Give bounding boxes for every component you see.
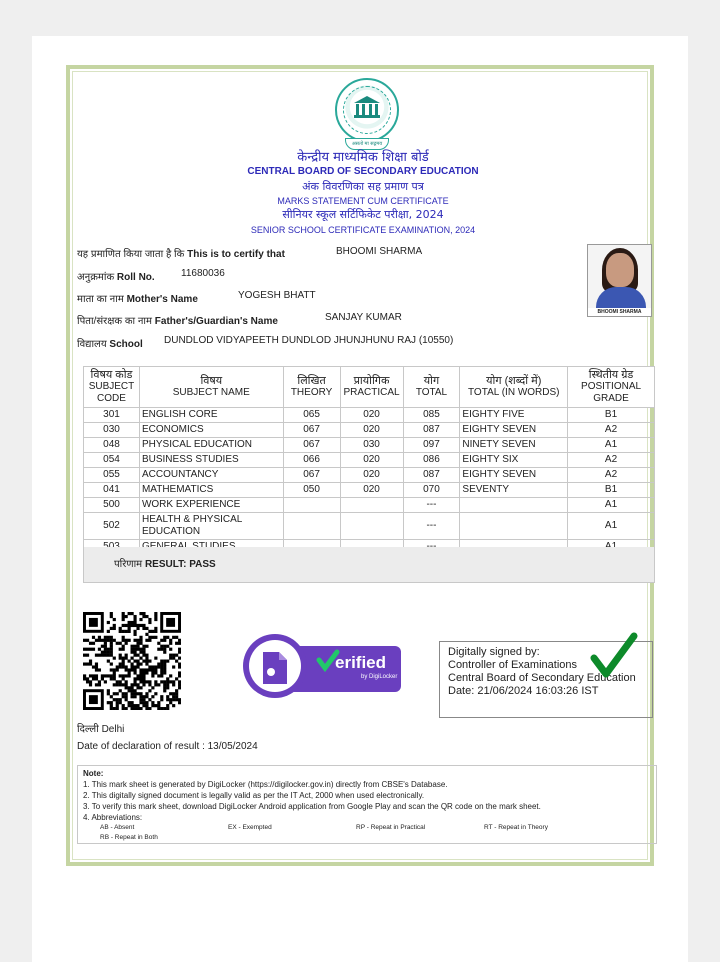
- table-row: [84, 453, 655, 468]
- cell-total: 087: [403, 423, 460, 438]
- cell-code: 041: [84, 483, 140, 498]
- column-header-hi: स्थितीय ग्रेड: [588, 369, 634, 381]
- cell-practical: 020: [340, 468, 403, 483]
- cell-grade: B1: [568, 483, 655, 498]
- checkmark-icon: [590, 632, 638, 680]
- cell-grade: B1: [568, 408, 655, 423]
- result-value: RESULT: PASS: [144, 559, 216, 570]
- column-header-en1: TOTAL: [415, 387, 448, 398]
- table-row: [84, 513, 655, 540]
- cell-name: ENGLISH CORE: [139, 408, 283, 423]
- school-name: DUNDLOD VIDYAPEETH DUNDLOD JHUNJHUNU RAJ (10550): [164, 335, 454, 346]
- cell-name: WORK EXPERIENCE: [139, 498, 283, 513]
- cbse-logo: [335, 78, 399, 147]
- cell-grade: A2: [568, 423, 655, 438]
- mother-label-hindi: माता का नाम: [77, 294, 124, 305]
- cell-practical: 020: [340, 453, 403, 468]
- signature-line-3: Central Board of Secondary Education: [448, 672, 636, 684]
- mother-label-english: Mother's Name: [126, 294, 198, 305]
- certificate-title-hindi: अंक विवरणिका सह प्रमाण पत्र: [302, 180, 424, 193]
- marks-table-body: [84, 408, 655, 555]
- column-header-en1: SUBJECT NAME: [172, 387, 250, 398]
- cell-code: 502: [84, 513, 140, 540]
- cell-theory: 065: [283, 408, 340, 423]
- certify-label-english: This is to certify that: [187, 249, 285, 260]
- cell-name: BUSINESS STUDIES: [139, 453, 283, 468]
- cell-words: EIGHTY SEVEN: [460, 423, 568, 438]
- note-item-1: 1. This mark sheet is generated by DigiLocker (https://digilocker.gov.in) directly from CBSE's Database.: [83, 780, 448, 789]
- cell-total: 086: [403, 453, 460, 468]
- cell-code: 054: [84, 453, 140, 468]
- mother-name: YOGESH BHATT: [238, 290, 316, 301]
- cell-name: ECONOMICS: [139, 423, 283, 438]
- place-hindi: दिल्ली: [77, 724, 99, 735]
- cell-name: HEALTH & PHYSICAL EDUCATION: [139, 513, 283, 540]
- abbr-repeat-practical: RP - Repeat in Practical: [356, 824, 426, 831]
- table-header-row: [84, 367, 655, 408]
- table-row: [84, 483, 655, 498]
- note-item-4: 4. Abbreviations:: [83, 813, 143, 822]
- cell-total: 070: [403, 483, 460, 498]
- certificate-frame: [66, 65, 654, 866]
- cell-total: ---: [403, 498, 460, 513]
- place-english: Delhi: [101, 724, 125, 735]
- cell-theory: 050: [283, 483, 340, 498]
- photo-caption: BHOOMI SHARMA: [588, 308, 651, 316]
- roll-label-english: Roll No.: [116, 272, 155, 283]
- result-box: [83, 547, 655, 583]
- cell-total: 085: [403, 408, 460, 423]
- cell-theory: 067: [283, 468, 340, 483]
- column-header-en2: GRADE: [593, 393, 629, 404]
- cell-code: 048: [84, 438, 140, 453]
- column-header-hi: लिखित: [297, 375, 326, 387]
- roll-row: [77, 269, 155, 283]
- cell-name: MATHEMATICS: [139, 483, 283, 498]
- school-label-hindi: विद्यालय: [77, 339, 107, 350]
- father-label-hindi: पिता/संरक्षक का नाम: [77, 316, 152, 327]
- candidate-photo: [587, 244, 652, 317]
- cell-practical: [340, 498, 403, 513]
- cell-words: [460, 498, 568, 513]
- column-header: [403, 367, 460, 408]
- table-row: [84, 408, 655, 423]
- abbr-absent: AB - Absent: [100, 824, 135, 831]
- table-row: [84, 423, 655, 438]
- cell-practical: [340, 513, 403, 540]
- abbr-repeat-both: RB - Repeat in Both: [100, 834, 158, 841]
- certificate-title-english: MARKS STATEMENT CUM CERTIFICATE: [277, 196, 449, 206]
- cell-theory: [283, 513, 340, 540]
- result-label-hindi: परिणाम: [114, 559, 143, 570]
- column-header: [568, 367, 655, 408]
- cell-theory: [283, 498, 340, 513]
- roll-label-hindi: अनुक्रमांक: [77, 272, 115, 283]
- cell-words: EIGHTY SEVEN: [460, 468, 568, 483]
- column-header-en1: SUBJECT: [88, 381, 135, 392]
- cell-grade: A2: [568, 453, 655, 468]
- notes-title: Note:: [83, 769, 104, 778]
- cell-theory: 066: [283, 453, 340, 468]
- cell-grade: A2: [568, 468, 655, 483]
- declaration-date: Date of declaration of result : 13/05/2024: [77, 741, 258, 752]
- column-header-en1: TOTAL (IN WORDS): [468, 387, 560, 398]
- cell-code: 500: [84, 498, 140, 513]
- cell-practical: 020: [340, 483, 403, 498]
- father-name: SANJAY KUMAR: [325, 312, 402, 323]
- exam-title-english: SENIOR SCHOOL CERTIFICATE EXAMINATION, 2024: [250, 225, 476, 235]
- cell-practical: 020: [340, 408, 403, 423]
- column-header-en1: THEORY: [290, 387, 333, 398]
- cell-total: 097: [403, 438, 460, 453]
- board-name-hindi: केन्द्रीय माध्यमिक शिक्षा बोर्ड: [297, 150, 429, 165]
- cell-words: SEVENTY: [460, 483, 568, 498]
- school-label-english: School: [109, 339, 143, 350]
- column-header: [283, 367, 340, 408]
- mother-row: [77, 291, 198, 305]
- column-header-en2: CODE: [97, 393, 126, 404]
- table-row: [84, 438, 655, 453]
- cell-total: ---: [403, 513, 460, 540]
- cell-code: 055: [84, 468, 140, 483]
- table-row: [84, 498, 655, 513]
- result-line: [114, 556, 216, 570]
- cell-grade: A1: [568, 498, 655, 513]
- column-header: [139, 367, 283, 408]
- cell-words: [460, 513, 568, 540]
- column-header-hi: विषय कोड: [90, 369, 133, 381]
- cell-words: NINETY SEVEN: [460, 438, 568, 453]
- school-row: [77, 336, 143, 350]
- notes-box: [77, 765, 657, 844]
- note-item-2: 2. This digitally signed document is legally valid as per the IT Act, 2000 when used electronically.: [83, 791, 425, 800]
- cell-name: PHYSICAL EDUCATION: [139, 438, 283, 453]
- qr-code[interactable]: [83, 612, 181, 710]
- certify-row: [77, 246, 285, 260]
- cell-grade: A1: [568, 513, 655, 540]
- note-item-3: 3. To verify this mark sheet, download DigiLocker Android application from Google Play and scan the QR code on the mark sheet.: [83, 802, 541, 811]
- cell-practical: 020: [340, 423, 403, 438]
- father-label-english: Father's/Guardian's Name: [154, 316, 278, 327]
- column-header-en1: PRACTICAL: [343, 387, 400, 398]
- column-header-hi: योग (शब्दों में): [486, 375, 542, 387]
- column-header-hi: योग: [423, 375, 440, 387]
- candidate-name: BHOOMI SHARMA: [336, 246, 423, 257]
- roll-number: 11680036: [181, 268, 225, 279]
- board-name-english: CENTRAL BOARD OF SECONDARY EDUCATION: [247, 166, 479, 177]
- column-header: [84, 367, 140, 408]
- logo-emblem-icon: [354, 96, 380, 118]
- certify-label-hindi: यह प्रमाणित किया जाता है कि: [77, 249, 185, 260]
- photo-face: [606, 253, 634, 287]
- marks-table: [83, 366, 655, 555]
- badge-subtext: by DigiLocker: [361, 674, 398, 680]
- digital-signature-box: [439, 641, 653, 718]
- marks-table-header: [84, 367, 655, 408]
- column-header-en1: POSITIONAL: [581, 381, 642, 392]
- cell-grade: A1: [568, 438, 655, 453]
- column-header-hi: प्रायोगिक: [353, 375, 390, 387]
- signature-line-4: Date: 21/06/2024 16:03:26 IST: [448, 685, 599, 697]
- column-header: [460, 367, 568, 408]
- cell-theory: 067: [283, 438, 340, 453]
- cell-theory: 067: [283, 423, 340, 438]
- father-row: [77, 313, 278, 327]
- cell-code: 030: [84, 423, 140, 438]
- cell-words: EIGHTY SIX: [460, 453, 568, 468]
- column-header: [340, 367, 403, 408]
- place-row: [77, 721, 124, 735]
- cell-total: 087: [403, 468, 460, 483]
- certificate-inner-border: [72, 71, 648, 860]
- logo-caption: असतो मा सद्गमय: [345, 138, 389, 150]
- exam-title-hindi: सीनियर स्कूल सर्टिफिकेट परीक्षा, 2024: [282, 208, 444, 221]
- abbr-repeat-theory: RT - Repeat in Theory: [484, 824, 548, 831]
- column-header-hi: विषय: [200, 375, 223, 387]
- cell-name: ACCOUNTANCY: [139, 468, 283, 483]
- table-row: [84, 468, 655, 483]
- cell-code: 301: [84, 408, 140, 423]
- cell-words: EIGHTY FIVE: [460, 408, 568, 423]
- signature-line-1: Digitally signed by:: [448, 646, 540, 658]
- badge-text: erified: [335, 653, 387, 672]
- digilocker-verified-badge: [243, 634, 405, 698]
- cell-practical: 030: [340, 438, 403, 453]
- signature-line-2: Controller of Examinations: [448, 659, 578, 671]
- abbr-exempted: EX - Exempted: [228, 824, 272, 831]
